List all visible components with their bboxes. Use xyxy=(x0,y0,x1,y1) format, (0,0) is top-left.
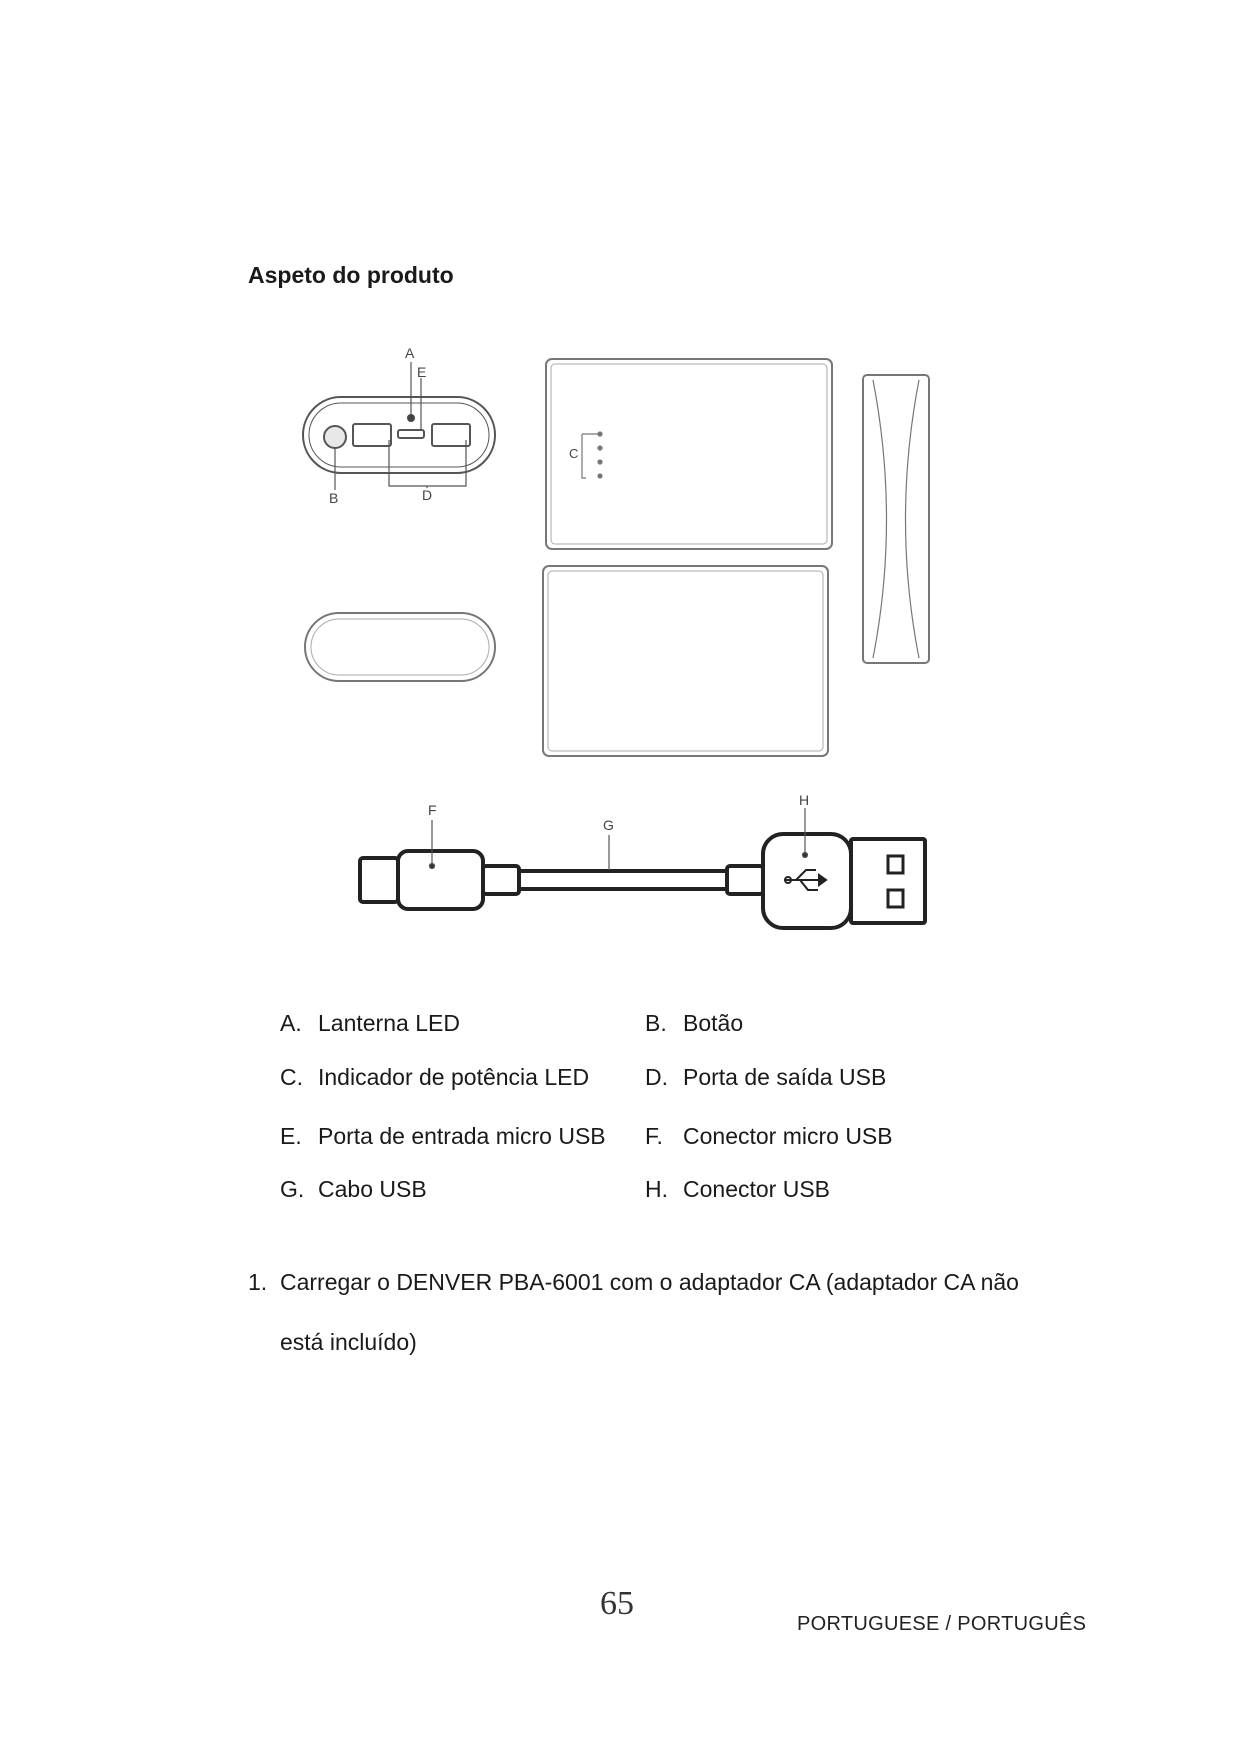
language-label: PORTUGUESE / PORTUGUÊS xyxy=(797,1613,1087,1635)
legend-letter: F. xyxy=(645,1123,663,1149)
legend-item-h xyxy=(645,1176,830,1203)
legend-letter: E. xyxy=(280,1123,302,1149)
usb-cable-drawing xyxy=(360,834,925,928)
legend-letter: D. xyxy=(645,1064,668,1090)
led-flashlight xyxy=(407,414,415,422)
legend-letter: C. xyxy=(280,1064,303,1090)
legend-text: Cabo USB xyxy=(318,1176,427,1202)
powerbank-top-view xyxy=(546,359,832,549)
section-title: Aspeto do produto xyxy=(248,262,454,288)
micro-usb-housing xyxy=(398,851,483,909)
powerbank-side-view xyxy=(863,375,929,663)
legend-letter: B. xyxy=(645,1010,667,1036)
legend-item-b xyxy=(645,1010,743,1037)
step-text: Carregar o DENVER PBA-6001 com o adaptador CA (adaptador CA não está incluído) xyxy=(280,1269,1019,1355)
figure-label-h: H xyxy=(799,792,810,808)
figure-label-b: B xyxy=(329,490,339,506)
legend-text: Conector micro USB xyxy=(683,1123,893,1149)
legend-letter: H. xyxy=(645,1176,668,1202)
usb-symbol-icon xyxy=(785,870,826,890)
legend-text: Lanterna LED xyxy=(318,1010,460,1036)
figure-label-d: D xyxy=(422,487,433,503)
step-number: 1. xyxy=(248,1269,268,1295)
usb-a-plug xyxy=(851,839,925,923)
legend-text: Indicador de potência LED xyxy=(318,1064,590,1090)
legend-letter: G. xyxy=(280,1176,305,1202)
button-b xyxy=(324,426,346,448)
micro-usb-port xyxy=(398,430,424,438)
legend-item-f xyxy=(645,1123,893,1150)
legend-text: Porta de entrada micro USB xyxy=(318,1123,606,1149)
figure-label-f: F xyxy=(428,802,437,818)
powerbank-front-view xyxy=(303,362,495,490)
page-number: 65 xyxy=(600,1585,634,1622)
powerbank-back-view xyxy=(305,566,828,756)
micro-usb-tip xyxy=(360,858,398,902)
figure-label-e: E xyxy=(417,364,427,380)
legend-item-d xyxy=(645,1064,886,1091)
legend-text: Porta de saída USB xyxy=(683,1064,887,1090)
legend-item-g xyxy=(280,1176,427,1203)
legend-item-a xyxy=(280,1010,460,1037)
legend-text: Botão xyxy=(683,1010,744,1036)
legend-item-c xyxy=(280,1064,589,1091)
legend-text: Conector USB xyxy=(683,1176,831,1202)
legend-item-e xyxy=(280,1123,606,1150)
figure-label-a: A xyxy=(405,345,415,361)
usb-port-left xyxy=(353,424,391,446)
legend-letter: A. xyxy=(280,1010,302,1036)
step-1 xyxy=(248,1252,1028,1372)
figure-label-g: G xyxy=(603,817,614,833)
cable-leader-lines xyxy=(430,808,808,870)
figure-label-c: C xyxy=(569,446,579,461)
usb-port-right xyxy=(432,424,470,446)
